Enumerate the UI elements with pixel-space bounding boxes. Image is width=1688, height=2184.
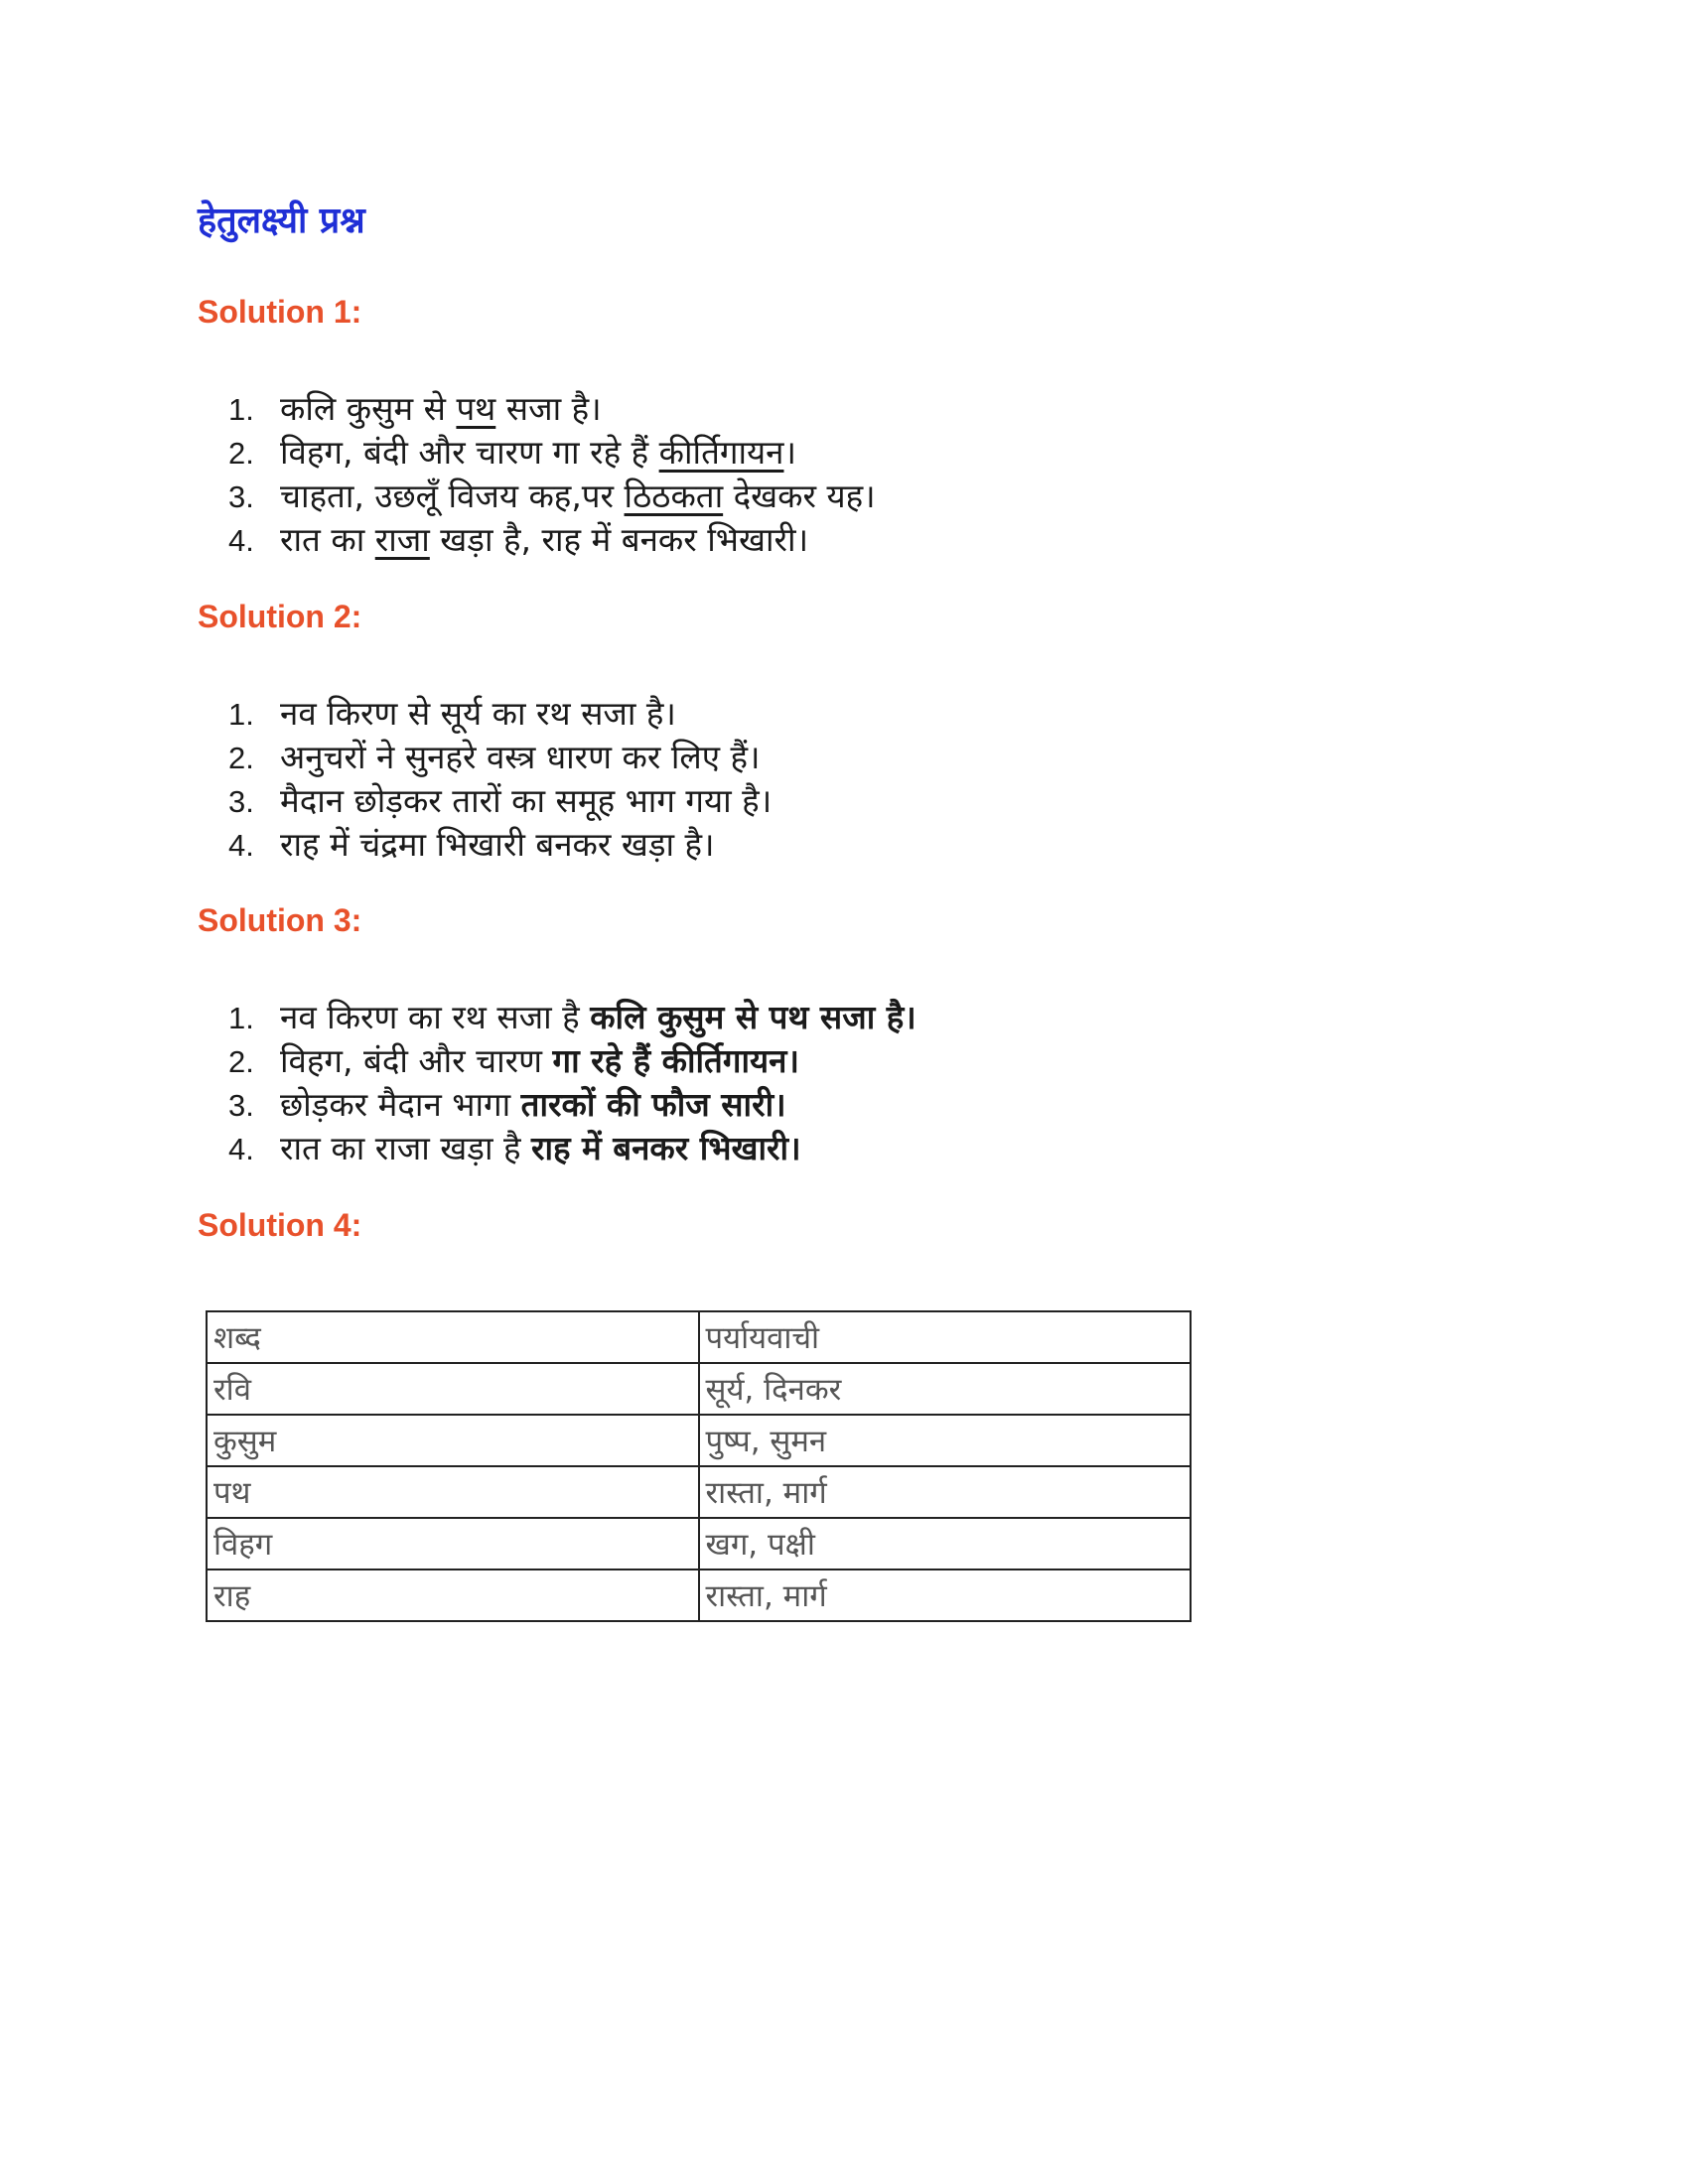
solution-1-title: Solution 1: xyxy=(198,294,362,330)
synonym-cell: रास्ता, मार्ग xyxy=(699,1466,1192,1518)
table-row xyxy=(207,1363,1191,1415)
list-text xyxy=(280,387,602,431)
underlined-word: राजा xyxy=(374,520,430,559)
list-number: 4. xyxy=(228,828,254,863)
list-item xyxy=(228,1127,916,1170)
word-cell: पथ xyxy=(207,1466,699,1518)
text-segment: छोड़कर मैदान भागा xyxy=(280,1085,521,1124)
word-cell: विहग xyxy=(207,1518,699,1570)
list-item xyxy=(228,1039,916,1083)
word-cell: शब्द xyxy=(207,1311,699,1363)
text-segment: नव किरण से सूर्य का रथ सजा है। xyxy=(280,694,676,733)
list-text xyxy=(280,475,876,518)
list-number: 2. xyxy=(228,436,254,471)
text-segment: सजा है। xyxy=(495,389,602,428)
word-cell: कुसुम xyxy=(207,1415,699,1466)
list-text xyxy=(280,1083,786,1127)
text-segment: खड़ा है, राह में बनकर भिखारी। xyxy=(429,520,809,559)
list-item xyxy=(228,996,916,1039)
text-segment: विहग, बंदी और चारण xyxy=(280,1041,553,1080)
list-text xyxy=(280,1127,801,1170)
solution-2-title: Solution 2: xyxy=(198,599,362,634)
underlined-word: ठिठकता xyxy=(624,477,724,515)
list-text xyxy=(280,823,715,867)
list-item xyxy=(228,1083,916,1127)
list-text xyxy=(280,1039,799,1083)
list-number: 2. xyxy=(228,1044,254,1079)
list-number: 2. xyxy=(228,741,254,775)
list-text xyxy=(280,779,772,823)
list-item xyxy=(228,779,772,823)
list-item xyxy=(228,387,876,431)
text-segment: राह में चंद्रमा भिखारी बनकर खड़ा है। xyxy=(280,825,715,864)
list-number: 4. xyxy=(228,1132,254,1166)
text-segment: रात का xyxy=(280,520,375,559)
solution-2-list xyxy=(228,692,772,867)
text-segment: नव किरण का रथ सजा है xyxy=(280,998,591,1036)
word-cell: राह xyxy=(207,1570,699,1621)
text-segment: रात का राजा खड़ा है xyxy=(280,1129,531,1167)
list-item xyxy=(228,431,876,475)
list-number: 3. xyxy=(228,784,254,819)
word-cell: रवि xyxy=(207,1363,699,1415)
list-text xyxy=(280,736,761,779)
text-segment: विहग, बंदी और चारण गा रहे हैं xyxy=(280,433,659,472)
list-number: 1. xyxy=(228,392,254,427)
list-text xyxy=(280,431,796,475)
list-item xyxy=(228,823,772,867)
text-segment: कलि कुसुम से xyxy=(280,389,457,428)
text-segment: देखकर यह। xyxy=(723,477,876,515)
text-segment: मैदान छोड़कर तारों का समूह भाग गया है। xyxy=(280,781,773,820)
table-row xyxy=(207,1518,1191,1570)
table-row xyxy=(207,1570,1191,1621)
list-text xyxy=(280,996,916,1039)
solution-3-title: Solution 3: xyxy=(198,902,362,938)
list-text xyxy=(280,692,676,736)
table-row xyxy=(207,1466,1191,1518)
list-item xyxy=(228,736,772,779)
solution-1-list xyxy=(228,387,876,562)
list-text xyxy=(280,518,808,562)
list-number: 4. xyxy=(228,523,254,558)
underlined-word: कीर्तिगायन xyxy=(658,433,784,472)
synonyms-table xyxy=(206,1310,1192,1622)
synonym-cell: सूर्य, दिनकर xyxy=(699,1363,1192,1415)
list-item xyxy=(228,518,876,562)
table-row xyxy=(207,1311,1191,1363)
synonym-cell: पर्यायवाची xyxy=(699,1311,1192,1363)
list-number: 3. xyxy=(228,479,254,514)
bold-phrase: तारकों की फौज सारी। xyxy=(520,1085,786,1124)
page-heading: हेतुलक्ष्यी प्रश्न xyxy=(198,201,365,241)
synonym-cell: रास्ता, मार्ग xyxy=(699,1570,1192,1621)
table-row xyxy=(207,1415,1191,1466)
bold-phrase: राह में बनकर भिखारी। xyxy=(531,1129,801,1167)
synonym-cell: खग, पक्षी xyxy=(699,1518,1192,1570)
solution-4-title: Solution 4: xyxy=(198,1207,362,1243)
bold-phrase: गा रहे हैं कीर्तिगायन। xyxy=(552,1041,799,1080)
list-number: 1. xyxy=(228,697,254,732)
text-segment: अनुचरों ने सुनहरे वस्त्र धारण कर लिए हैं। xyxy=(280,738,761,776)
underlined-word: पथ xyxy=(456,389,496,428)
synonym-cell: पुष्प, सुमन xyxy=(699,1415,1192,1466)
solution-3-list xyxy=(228,996,916,1170)
text-segment: । xyxy=(783,433,796,472)
list-item xyxy=(228,475,876,518)
bold-phrase: कलि कुसुम से पथ सजा है। xyxy=(590,998,916,1036)
list-number: 3. xyxy=(228,1088,254,1123)
text-segment: चाहता, उछलूँ विजय कह,पर xyxy=(280,477,625,515)
list-item xyxy=(228,692,772,736)
list-number: 1. xyxy=(228,1001,254,1035)
